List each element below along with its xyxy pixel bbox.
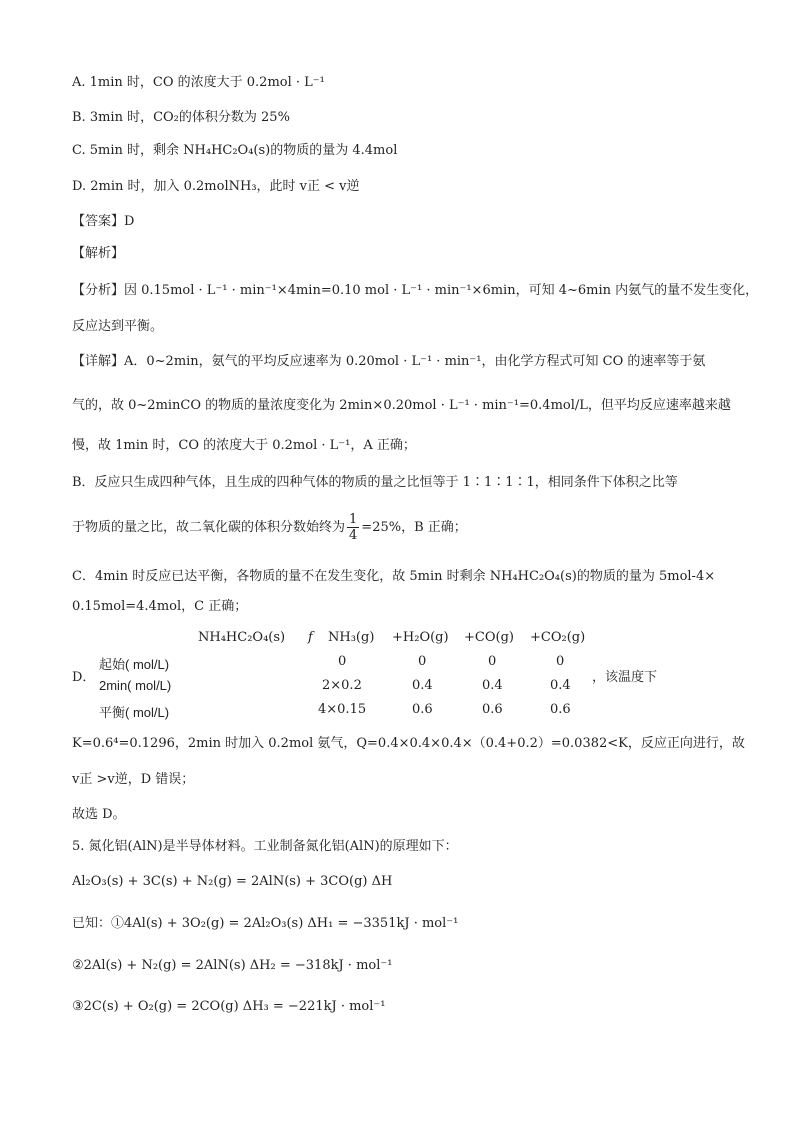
- table-cell: 0.6: [550, 702, 571, 717]
- question-5-equation-3: ③2C(s) + O₂(g) = 2CO(g) ΔH₃ = −221kJ · mol⁻¹: [72, 999, 386, 1014]
- table-cell: 0: [488, 654, 497, 669]
- table-header-h2o: +H₂O(g): [392, 630, 449, 645]
- table-cell: 0: [418, 654, 427, 669]
- fraction-denominator: 4: [349, 528, 358, 543]
- detail-c-line-2: 0.15mol=4.4mol，C 正确；: [72, 599, 248, 614]
- question-5-equation-main: Al₂O₃(s) + 3C(s) + N₂(g) = 2AlN(s) + 3CO(g) ΔH: [72, 874, 393, 889]
- table-cell: 0.4: [482, 678, 503, 693]
- question-5-equation-2: ②2Al(s) + N₂(g) = 2AlN(s) ΔH₂ = −318kJ · mol⁻¹: [72, 958, 393, 973]
- detail-d-line-2: v正 >v逆，D 错误；: [72, 772, 195, 787]
- detail-d-line-1: K=0.6⁴=0.1296，2min 时加入 0.2mol 氨气，Q=0.4×0.4×0.4×（0.4+0.2）=0.0382<K，反应正向进行，故: [72, 736, 745, 751]
- detail-c-line-1: C．4min 时反应已达平衡，各物质的量不在发生变化，故 5min 时剩余 NH₄HC₂O₄(s)的物质的量为 5mol-4×: [72, 569, 716, 584]
- equilibrium-table: [72, 626, 712, 726]
- table-header-nh3: NH₃(g): [328, 630, 375, 645]
- table-cell: 0.4: [412, 678, 433, 693]
- table-row-label: 平衡( mol/L): [99, 705, 170, 720]
- fenxi-line-1: 【分析】因 0.15mol · L⁻¹ · min⁻¹×4min=0.10 mol · L⁻¹ · min⁻¹×6min，可知 4~6min 内氨气的量不发生变化，: [72, 283, 759, 298]
- table-cell: 4×0.15: [318, 702, 367, 717]
- table-cell: 0: [338, 654, 347, 669]
- table-header-co2: +CO₂(g): [530, 630, 586, 645]
- detail-a-line-2: 气的，故 0~2minCO 的物质的量浓度变化为 2min×0.20mol · L⁻¹ · min⁻¹=0.4mol/L，但平均反应速率越来越: [72, 398, 731, 413]
- table-tail-text: ，该温度下: [592, 670, 658, 685]
- table-cell: 0: [556, 654, 565, 669]
- detail-a-line-1: 【详解】A．0~2min，氨气的平均反应速率为 0.20mol · L⁻¹ · min⁻¹，由化学方程式可知 CO 的速率等于氨: [72, 354, 706, 369]
- option-a: A. 1min 时，CO 的浓度大于 0.2mol · L⁻¹: [72, 75, 325, 90]
- detail-b-text-post: =25%，B 正确；: [361, 520, 467, 535]
- table-header-co: +CO(g): [464, 630, 514, 645]
- table-row-label: 2min( mol/L): [99, 678, 172, 693]
- option-b: B. 3min 时，CO₂的体积分数为 25%: [72, 110, 290, 125]
- fraction-one-quarter: [347, 512, 359, 543]
- table-cell: 2×0.2: [322, 678, 362, 693]
- table-header-reactant: NH₄HC₂O₄(s): [198, 630, 286, 645]
- detail-b-line-1: B．反应只生成四种气体，且生成的四种气体的物质的量之比恒等于 1∶1∶1∶1，相同条件下体积之比等: [72, 475, 678, 490]
- option-c: C. 5min 时，剩余 NH₄HC₂O₄(s)的物质的量为 4.4mol: [72, 143, 398, 158]
- fraction-numerator: 1: [349, 512, 358, 527]
- detail-b-line-2: [72, 512, 467, 543]
- option-d: D. 2min 时，加入 0.2molNH₃，此时 v正 < v逆: [72, 179, 360, 194]
- table-cell: 0.6: [482, 702, 503, 717]
- table-cell: 0.4: [550, 678, 571, 693]
- table-row-label: 起始( mol/L): [99, 657, 170, 672]
- table-cell: 0.6: [412, 702, 433, 717]
- fenxi-line-2: 反应达到平衡。: [72, 319, 164, 334]
- analysis-heading: 【解析】: [72, 246, 125, 261]
- question-5-stem: 5. 氮化铝(AlN)是半导体材料。工业制备氮化铝(AlN)的原理如下：: [72, 839, 458, 854]
- table-header-arrow: f: [308, 630, 313, 645]
- detail-a-line-3: 慢，故 1min 时，CO 的浓度大于 0.2mol · L⁻¹，A 正确；: [72, 438, 416, 453]
- answer-line: 【答案】D: [72, 214, 135, 229]
- detail-b-text-pre: 于物质的量之比，故二氧化碳的体积分数始终为: [72, 520, 346, 535]
- question-5-equation-1: 已知：①4Al(s) + 3O₂(g) = 2Al₂O₃(s) ΔH₁ = −3351kJ · mol⁻¹: [72, 916, 459, 931]
- conclusion-line: 故选 D。: [72, 807, 126, 822]
- table-label: D．: [72, 670, 96, 685]
